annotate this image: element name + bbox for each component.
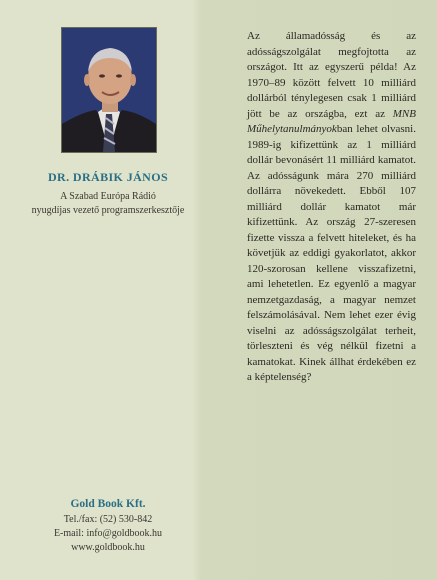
author-role-line-1: A Szabad Európa Rádió <box>60 191 156 202</box>
author-portrait-image <box>62 28 156 152</box>
publisher-email: E-mail: info@goldbook.hu <box>53 528 163 539</box>
author-photo <box>61 27 157 153</box>
blurb-text <box>247 29 416 386</box>
blurb-part-1: Az államadósság és az adósságszolgálat megfojtotta az országot. Itt az egyszerű példa! Az 1970–89 között felvett 10 milliárd dollárból ténylegesen csak 1 milliárd jött be az országba, ezt az <box>247 30 416 120</box>
author-role <box>0 190 216 218</box>
author-role-line-2: nyugdíjas vezető programszerkesztője <box>31 205 185 216</box>
publisher-info <box>0 497 216 555</box>
publisher-name: Gold Book Kft. <box>70 498 146 510</box>
blurb-italic-source: MNB Műhelytanulmányok <box>247 107 416 135</box>
blurb-part-2: ban lehet olvasni. 1989-ig kifizettünk az 1 milliárd dollár bevonásért 11 milliárd kamatot. Az adósságunk mára 270 milliárd dollárra növekedett. Ebből 107 milliárd dollár kamatot már kifizettünk. Az ország 27-szeresen fizette vissza a felvett hiteleket, és ha követjük az eddigi gyakorlatot, akkor 120-szorosan kellene visszafizetni, ami lehetetlen. Ez egyenlő a magyar nemzetgazdaság, a magyar nemzet felszámolásával. Nem lehet ezer évig viselni az adósságszolgálat terheit, törleszteni és vég nélkül fizetni a kamatokat. Kinek állhat érdekében ez a képtelenség? <box>247 123 416 383</box>
publisher-phone: Tel./fax: (52) 530-842 <box>63 514 153 525</box>
blurb-paragraph <box>247 29 416 386</box>
author-name: DR. DRÁBIK JÁNOS <box>47 170 169 184</box>
publisher-website: www.goldbook.hu <box>71 542 145 553</box>
